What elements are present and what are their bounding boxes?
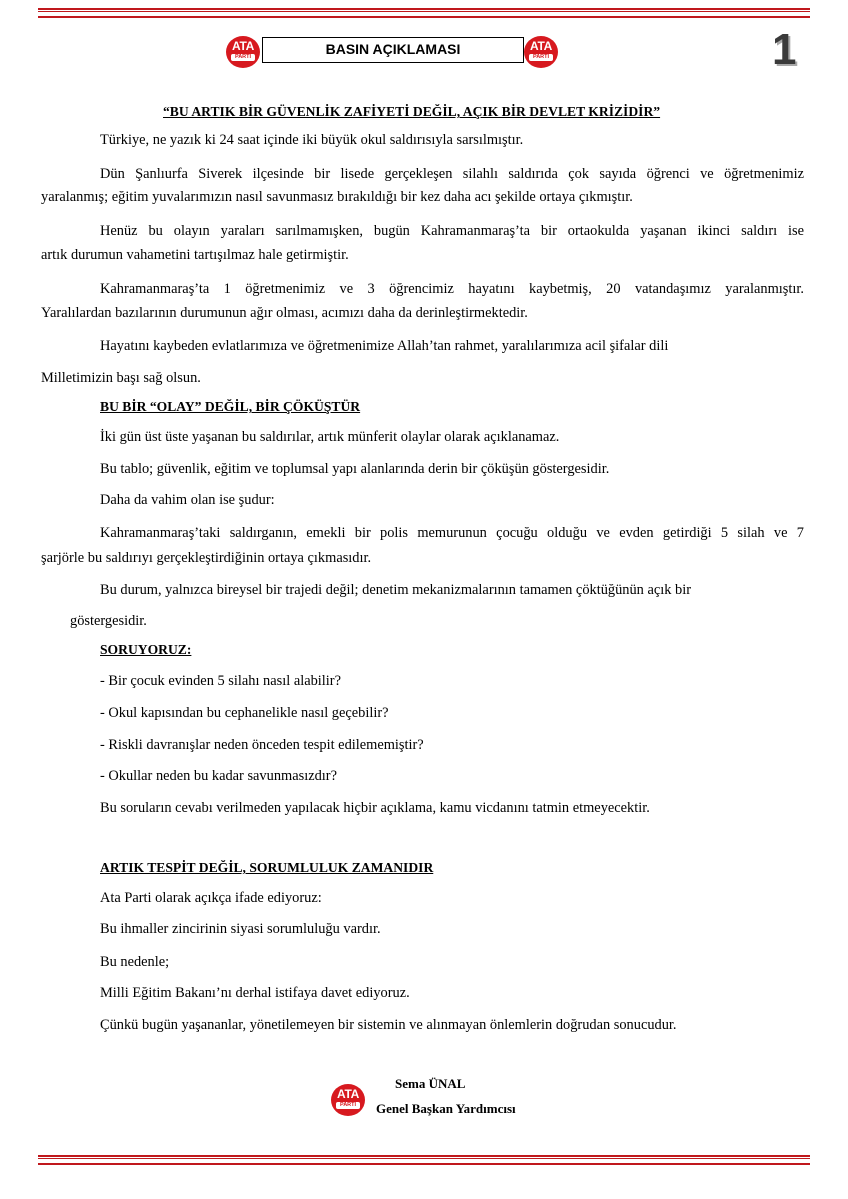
paragraph-6: İki gün üst üste yaşanan bu saldırılar, artık münferit olaylar olarak açıklanamaz.: [100, 429, 560, 445]
paragraph-14: Bu nedenle;: [100, 954, 170, 970]
paragraph-4-line-1: Kahramanmaraş’ta 1 öğretmenimiz ve 3 öğrencimiz hayatını kaybetmiş, 20 vatandaşımız yaralanmıştır.: [100, 281, 804, 297]
paragraph-2-line-1: Dün Şanlıurfa Siverek ilçesinde bir lisede gerçekleşen silahlı saldırıda çok sayıda öğrenci ve öğretmenimiz: [100, 166, 804, 182]
paragraph-9-line-1: Kahramanmaraş’taki saldırganın, emekli bir polis memurunun çocuğu olduğu ve evden getirdiği 5 silah ve 7: [100, 525, 804, 541]
ata-parti-logo-right: ATA PARTİ: [524, 36, 558, 68]
section-heading-responsibility: ARTIK TESPİT DEĞİL, SORUMLULUK ZAMANIDIR: [100, 860, 434, 875]
paragraph-10-line-2: göstergesidir.: [70, 613, 147, 629]
page-number: 1: [772, 25, 797, 74]
paragraph-15: Milli Eğitim Bakanı’nı derhal istifaya davet ediyoruz.: [100, 985, 410, 1001]
bottom-red-rule: [38, 1155, 810, 1165]
ata-parti-logo-signature: ATA PARTİ: [331, 1084, 365, 1116]
headline: “BU ARTIK BİR GÜVENLİK ZAFİYETİ DEĞİL, AÇIK BİR DEVLET KRİZİDİR”: [163, 104, 661, 119]
paragraph-5-line-2: Milletimizin başı sağ olsun.: [41, 370, 201, 386]
section-heading-questions: SORUYORUZ:: [100, 642, 192, 657]
question-3: - Riskli davranışlar neden önceden tespit edilememiştir?: [100, 737, 424, 753]
paragraph-2-line-2: yaralanmış; eğitim yuvalarımızın nasıl savunmasız bırakıldığı bir kez daha acı şekilde ortaya çıkmıştır.: [41, 189, 633, 205]
paragraph-12: Ata Parti olarak açıkça ifade ediyoruz:: [100, 890, 322, 906]
paragraph-9-line-2: şarjörle bu saldırıyı gerçekleştirdiğinin ortaya çıkmasıdır.: [41, 550, 372, 566]
question-4: - Okullar neden bu kadar savunmasızdır?: [100, 768, 337, 784]
top-red-rule: [38, 8, 810, 18]
paragraph-1: Türkiye, ne yazık ki 24 saat içinde iki büyük okul saldırısıyla sarsılmıştır.: [100, 132, 524, 148]
section-heading-collapse: BU BİR “OLAY” DEĞİL, BİR ÇÖKÜŞTÜR: [100, 399, 361, 414]
signatory-title: Genel Başkan Yardımcısı: [376, 1101, 516, 1116]
paragraph-5-line-1: Hayatını kaybeden evlatlarımıza ve öğretmenimize Allah’tan rahmet, yaralılarımıza acil şifalar dili: [100, 338, 669, 354]
paragraph-8: Daha da vahim olan ise şudur:: [100, 492, 275, 508]
paragraph-7: Bu tablo; güvenlik, eğitim ve toplumsal yapı alanlarında derin bir çöküşün göstergesidir.: [100, 461, 610, 477]
paragraph-16: Çünkü bugün yaşananlar, yönetilemeyen bir sistemin ve alınmayan önlemlerin doğrudan sonucudur.: [100, 1017, 677, 1033]
paragraph-3-line-2: artık durumun vahametini tartışılmaz hale getirmiştir.: [41, 247, 349, 263]
ata-parti-logo-left: ATA PARTİ: [226, 36, 260, 68]
paragraph-10-line-1: Bu durum, yalnızca bireysel bir trajedi değil; denetim mekanizmalarının tamamen çöktüğünün açık bir: [100, 582, 692, 598]
paragraph-13: Bu ihmaller zincirinin siyasi sorumluluğu vardır.: [100, 921, 381, 937]
paragraph-4-line-2: Yaralılardan bazılarının durumunun ağır olması, acımızı daha da derinleştirmektedir.: [41, 305, 528, 321]
question-2: - Okul kapısından bu cephanelikle nasıl geçebilir?: [100, 705, 389, 721]
press-release-banner: BASIN AÇIKLAMASI: [262, 37, 524, 63]
signatory-name: Sema ÜNAL: [395, 1076, 466, 1091]
question-1: - Bir çocuk evinden 5 silahı nasıl alabilir?: [100, 673, 341, 689]
paragraph-11: Bu soruların cevabı verilmeden yapılacak hiçbir açıklama, kamu vicdanını tatmin etmeyecektir.: [100, 800, 650, 816]
paragraph-3-line-1: Henüz bu olayın yaraları sarılmamışken, bugün Kahramanmaraş’ta bir ortaokulda yaşanan ikinci saldırı ise: [100, 223, 804, 239]
